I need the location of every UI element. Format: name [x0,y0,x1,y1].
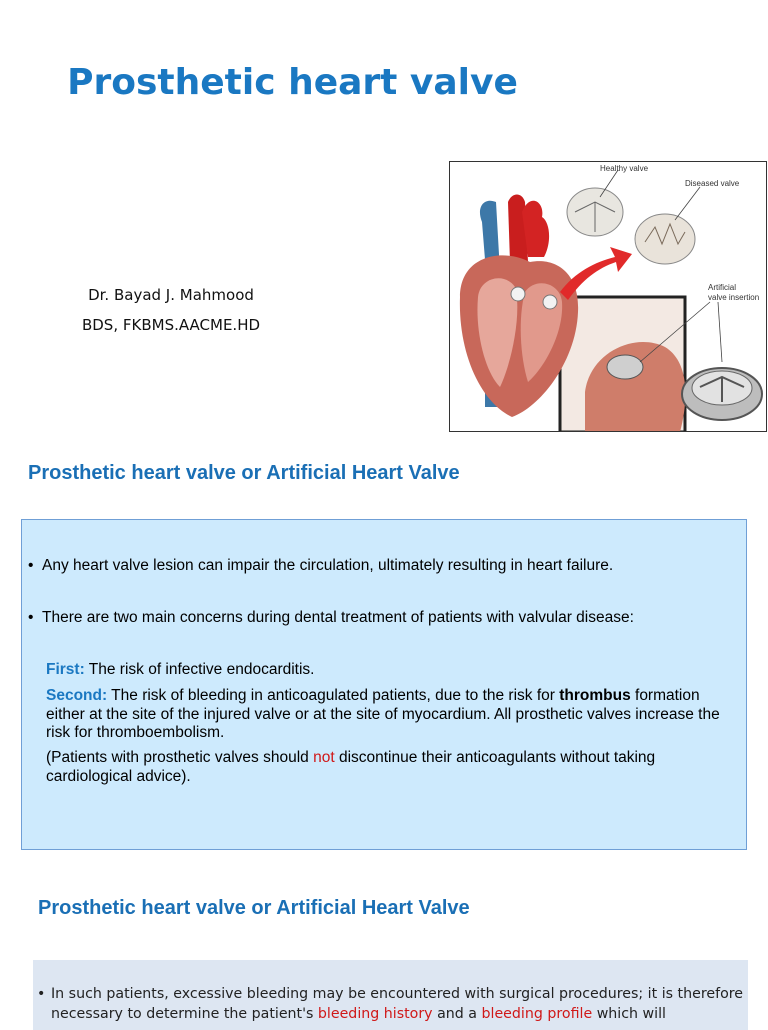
slide1-content-box [21,519,747,850]
slide1-heading: Prosthetic heart valve or Artificial Heart Valve [28,462,460,484]
leader-line [675,187,700,220]
note-red-not: not [313,749,335,766]
cover-title: Prosthetic heart valve [67,62,518,103]
inset-valve-shape [607,355,643,379]
anticoagulant-note [46,749,736,786]
diseased-valve-label: Diseased valve [685,179,740,188]
second-text-b: formation either at the site of the injured valve or at the site of myocardium. All prosthetic valves increase the risk for thromboembolism. [46,687,720,741]
bullet-dot: • [28,557,34,574]
slide2-text-c: which will [592,1006,666,1022]
note-text-b: discontinue their anticoagulants without taking cardiological advice). [46,749,656,785]
artificial-valve-label-2: valve insertion [708,293,760,302]
first-concern [46,661,736,680]
note-text-a: (Patients with prosthetic valves should [46,749,314,766]
second-concern [46,687,736,743]
second-label: Second: [46,687,108,704]
bullet-dot: • [37,986,46,1002]
thrombus-emphasis: thrombus [559,687,631,704]
valve-marker [543,295,557,309]
bleeding-history-emphasis: bleeding history [317,1006,433,1022]
slide2-bullet-text [51,984,751,1024]
slide2-content-box [33,960,748,1030]
first-text: The risk of infective endocarditis. [84,661,315,678]
leader-line [718,302,722,362]
diseased-valve-shape [635,214,695,264]
bleeding-profile-emphasis: bleeding profile [481,1006,593,1022]
author-credentials: BDS, FKBMS.AACME.HD [81,316,261,334]
author-name: Dr. Bayad J. Mahmood [88,286,254,304]
red-arrow-shape [560,247,632,300]
artificial-valve-label-1: Artificial [708,283,737,292]
bullet-text: There are two main concerns during dental treatment of patients with valvular disease: [42,609,634,626]
bullet-dot: • [28,609,34,626]
slide2-heading: Prosthetic heart valve or Artificial Heart Valve [38,897,470,919]
author-block [40,280,302,340]
heart-valve-illustration [449,161,767,432]
bullet-text: Any heart valve lesion can impair the circulation, ultimately resulting in heart failure. [42,557,614,574]
second-text-a: The risk of bleeding in anticoagulated patients, due to the risk for [107,687,560,704]
slide2-text-b: and a [432,1006,482,1022]
valve-marker [511,287,525,301]
healthy-valve-label: Healthy valve [600,164,649,173]
first-label: First: [46,661,85,678]
heart-illustration-graphic [450,162,766,431]
slide2-text-a: In such patients, excessive bleeding may be encountered with surgical procedures; it is therefore necessary to determine the patient's [51,986,743,1022]
